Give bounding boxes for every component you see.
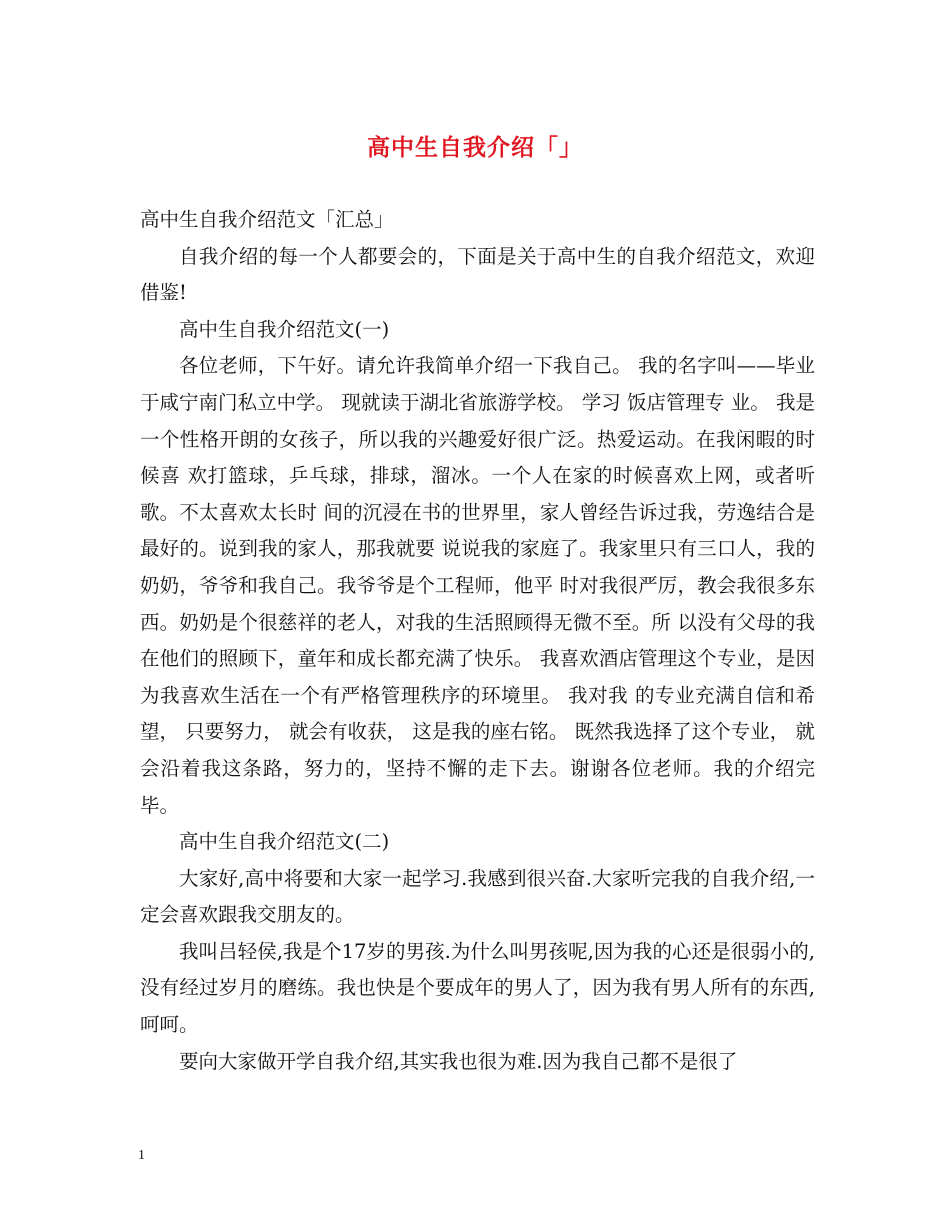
essay-two-paragraph-3: 要向大家做开学自我介绍,其实我也很为难.因为我自己都不是很了 bbox=[179, 1049, 738, 1073]
section-heading-one: 高中生自我介绍范文(一) bbox=[179, 317, 390, 341]
page-number: 1 bbox=[138, 1148, 145, 1163]
essay-two-paragraph-1: 大家好,高中将要和大家一起学习.我感到很兴奋.大家听完我的自我介绍,一定会喜欢跟我交朋友的。 bbox=[140, 866, 815, 927]
document-body bbox=[140, 202, 815, 1080]
essay-two-paragraph-2: 我叫吕轻侯,我是个17岁的男孩.为什么叫男孩呢,因为我的心还是很弱小的,没有经过岁月的磨练。我也快是个要成年的男人了，因为我有男人所有的东西,呵呵。 bbox=[140, 939, 815, 1037]
section-heading-two: 高中生自我介绍范文(二) bbox=[179, 830, 390, 854]
essay-one-paragraph: 各位老师，下午好。请允许我简单介绍一下我自己。 我的名字叫——毕业于咸宁南门私立中学。 现就读于湖北省旅游学校。 学习 饭店管理专 业。 我是一个性格开朗的女孩子，所以我的兴趣爱好很广泛。热爱运动。在我闲暇的时候喜 欢打篮球，乒乓球，排球，溜冰。一个人在家的时候喜欢上网，或者听歌。不太喜欢太长时 间的沉浸在书的世界里，家人曾经告诉过我，劳逸结合是最好的。说到我的家人，那我就要 说说我的家庭了。我家里只有三口人，我的奶奶，爷爷和我自己。我爷爷是个工程师，他平 时对我很严厉，教会我很多东西。奶奶是个很慈祥的老人，对我的生活照顾得无微不至。所 以没有父母的我在他们的照顾下，童年和成长都充满了快乐。 我喜欢酒店管理这个专业，是因为我喜欢生活在一个有严格管理秩序的环境里。 我对我 的专业充满自信和希望， 只要努力， 就会有收获， 这是我的座右铭。 既然我选择了这个专业， 就会沿着我这条路，努力的，坚持不懈的走下去。谢谢各位老师。我的介绍完毕。 bbox=[140, 354, 815, 817]
intro-paragraph: 自我介绍的每一个人都要会的，下面是关于高中生的自我介绍范文，欢迎借鉴! bbox=[140, 244, 815, 305]
document-title: 高中生自我介绍「」 bbox=[367, 134, 583, 161]
subtitle-paragraph: 高中生自我介绍范文「汇总」 bbox=[140, 208, 394, 231]
